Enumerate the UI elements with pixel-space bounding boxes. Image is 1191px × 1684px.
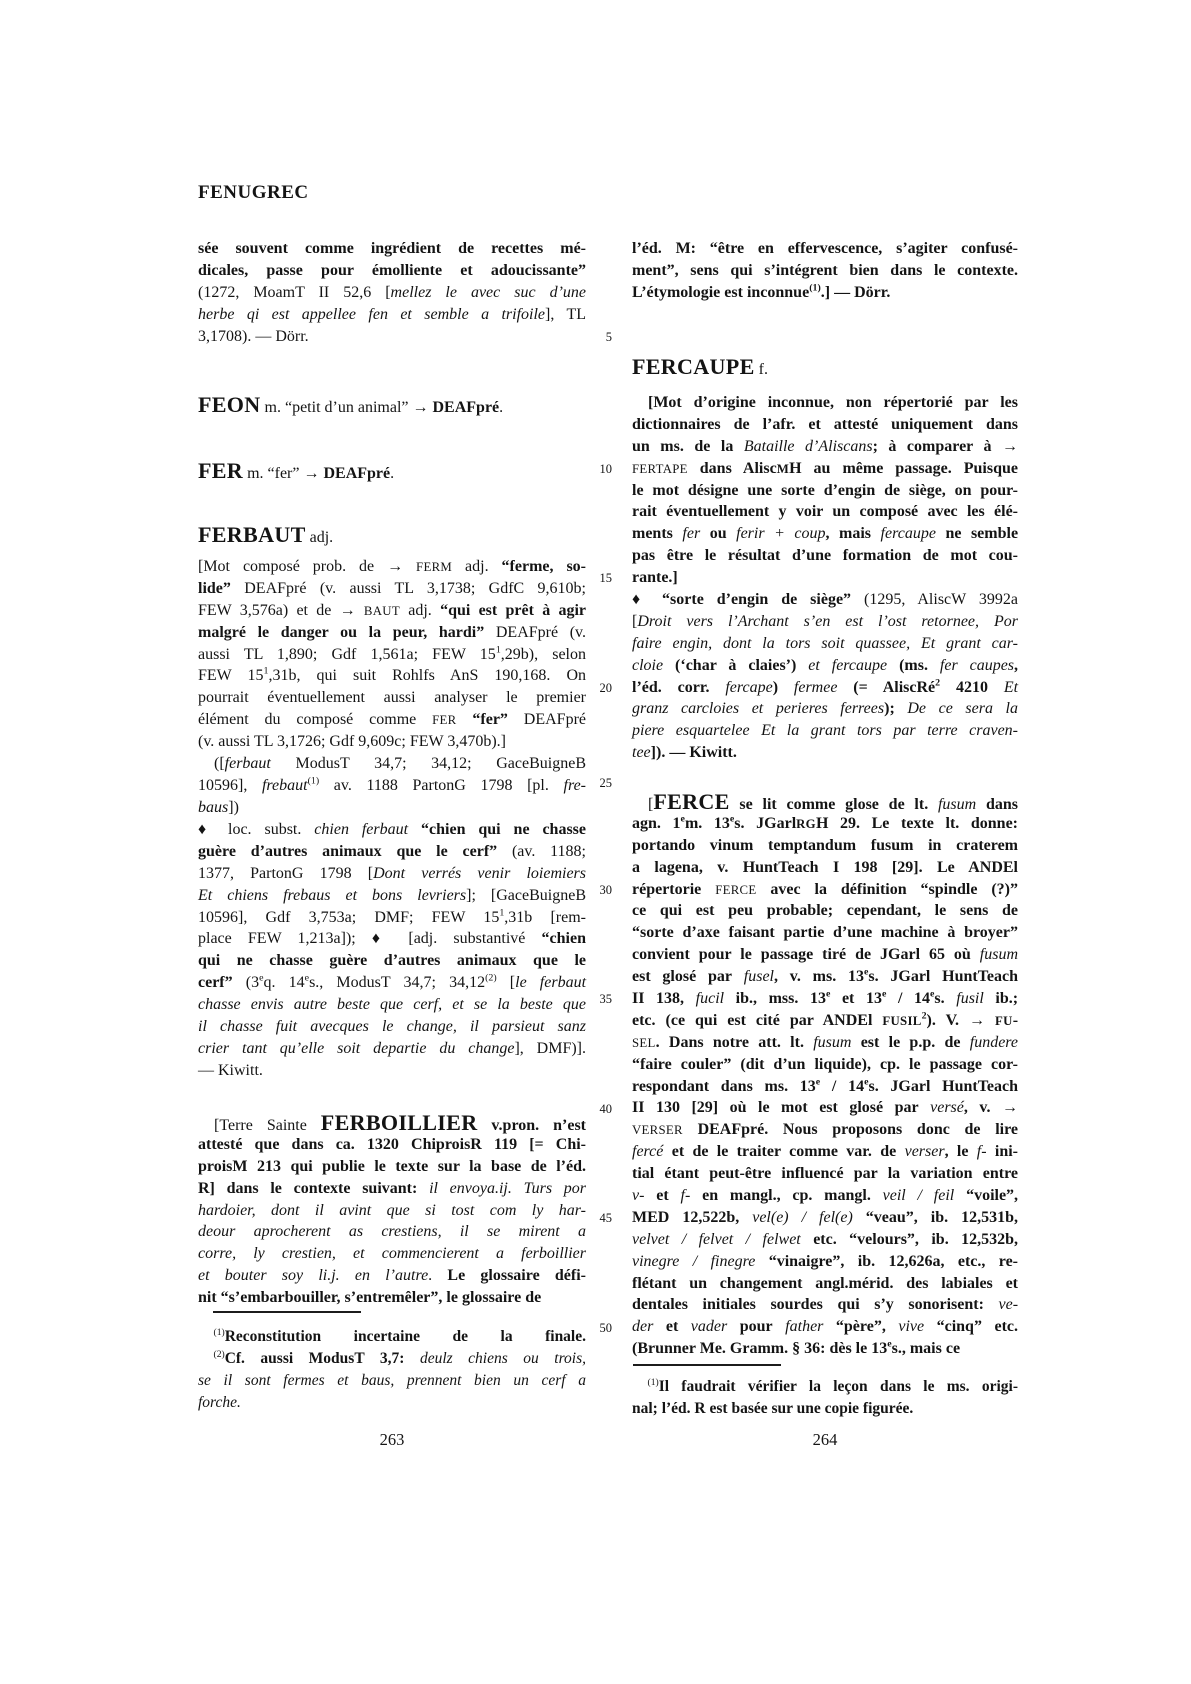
text-line: — Kiwitt. <box>198 1061 263 1079</box>
text-line: deour aprocherent as crestiens, il se mirent a <box>198 1223 586 1241</box>
line-number-35: 35 <box>599 992 612 1006</box>
text-line: [Terre Sainte FERBOILLIER v.pron. n’est <box>198 1110 586 1135</box>
text-line: l’éd. M: “être en effervescence, s’agiter confusé- <box>632 240 1018 257</box>
text-line: qui ne chasse guère d’autres animaux que le <box>198 952 586 970</box>
text-line: R] dans le contexte suivant: il envoya.ij. Turs por <box>198 1179 587 1197</box>
page-number-right: 264 <box>812 1430 838 1449</box>
text-line: $^{(1)}$Il faudrait vérifier la leçon dans le ms. origi- <box>647 1376 1018 1395</box>
text-line: granz carcloies et perieres ferrees); De ce sera la <box>632 700 1018 718</box>
footnotes-right <box>632 1376 1018 1420</box>
text-line: fercé et de le traiter comme var. de verser, le f- ini- <box>632 1143 1019 1161</box>
text-line: 1377, PartonG 1798 [Dont verrés venir loiemiers <box>198 864 586 882</box>
text-line: dicales, passe pour émolliente et adoucissante” <box>198 261 586 279</box>
text-line: 10596], frebaut$^{(1)}$ av. 1188 PartonG 1798 [pl. fre- <box>198 775 587 794</box>
text-line: ([ferbaut ModusT 34,7; 34,12; GaceBuigneB <box>198 755 586 772</box>
text-line: ce qui est peu probable; cependant, le sens de <box>632 902 1018 920</box>
text-line: le mot désigne une sorte d’engin de siège, on pour- <box>632 481 1018 499</box>
text-line: respondant dans ms. 13e / 14es. JGarl HuntTeach <box>632 1076 1019 1095</box>
entry-fer-heading: FER m. “fer” → DEAFpré. <box>198 458 395 483</box>
line-number-40: 40 <box>599 1102 612 1116</box>
text-line: velvet / felvet / felwet etc. “velours”, ib. 12,532b, <box>632 1230 1019 1248</box>
text-line: place FEW 1,213a]); ♦ [adj. substantivé “chien <box>198 930 586 948</box>
line-number-20: 20 <box>599 681 612 695</box>
text-line: sée souvent comme ingrédient de recettes mé- <box>198 240 586 257</box>
entry-ferbaut-forms <box>198 753 586 819</box>
entry-ferbaut-etymology <box>198 556 586 753</box>
text-line: piere esquartelee Et la grant tors par terre craven- <box>632 722 1018 740</box>
entry-ferbaut-heading: FERBAUT adj. <box>198 522 334 547</box>
text-line: cerf” (3eq. 14es., ModusT 34,7; 34,12$^{(2)}$ [le ferbaut <box>198 972 587 992</box>
text-line: VERSER DEAFpré. Nous proposons donc de lire <box>632 1121 1018 1139</box>
text-line: Et chiens frebaus et bons levriers]; [GaceBuigneB <box>198 886 586 904</box>
text-line: un ms. de la Bataille d’Aliscans; à comparer à → <box>632 437 1019 455</box>
text-line: portando vinum temptandum fusum in craterem <box>632 836 1018 854</box>
entry-fercaupe-heading: FERCAUPE f. <box>632 354 768 379</box>
text-line: II 138, fucil ib., mss. 13e et 13e / 14es. fusil ib.; <box>632 988 1019 1008</box>
text-line: SEL. Dans notre att. lt. fusum est le p.p. de fundere <box>632 1033 1019 1051</box>
line-number-15: 15 <box>599 571 612 585</box>
text-line: “faire couler” (dit d’un liquide), cp. le passage cor- <box>632 1055 1018 1073</box>
text-line: lide” DEAFpré (v. aussi TL 3,1738; GdfC 9,610b; <box>198 579 586 597</box>
text-line: hardoier, dont il avint que si tost com ly har- <box>198 1201 586 1219</box>
text-line: dentales initiales sourdes qui s’y sonorisent: ve- <box>632 1296 1019 1314</box>
text-line: der et vader pour father “père”, vive “cinq” etc. <box>632 1318 1018 1336</box>
text-line: [Droit vers l’Archant s’en est l’ost retornee, Por <box>632 612 1018 630</box>
line-number-50: 50 <box>599 1321 612 1335</box>
text-line: $^{(2)}$Cf. aussi ModusT 3,7: deulz chiens ou trois, <box>213 1348 587 1367</box>
entry-fenugrec-continuation <box>198 238 586 347</box>
text-line: tee]). — Kiwitt. <box>632 744 737 762</box>
text-line: MED 12,522b, vel(e) / fel(e) “veau”, ib. 12,531b, <box>632 1208 1019 1226</box>
entry-ferbaut-definition <box>198 819 586 1082</box>
text-line: etc. (ce qui est cité par ANDEl FUSIL$^2$). V. → FU- <box>632 1010 1019 1029</box>
text-line: a lagena, v. HuntTeach I 198 [29]. Le ANDEl <box>632 858 1018 876</box>
text-line: (1272, MoamT II 52,6 [mellez le avec suc d’une <box>198 283 586 301</box>
text-line: l’éd. corr. fercape) fermee (= AliscRé$^2$ 4210 Et <box>632 677 1019 696</box>
text-line: FEW 3,576a) et de → BAUT adj. “qui est prêt à agir <box>198 601 587 619</box>
text-line: guère d’autres animaux que le cerf” (av. 1188; <box>198 842 586 860</box>
text-line: nit “s’embarbouiller, s’entremêler”, le glossaire de <box>198 1289 542 1307</box>
text-line: agn. 1em. 13es. JGarlRGH 29. Le texte lt. donne: <box>632 813 1019 832</box>
text-line: répertorie FERCE avec la définition “spindle (?)” <box>632 880 1019 898</box>
text-line: élément du composé comme FER “fer” DEAFpré <box>198 711 587 729</box>
entry-fercaupe-etymology <box>632 392 1018 589</box>
text-line: proisM 213 qui publie le texte sur la base de l’éd. <box>198 1157 586 1175</box>
text-line: v- et f- en mangl., cp. mangl. veil / feil “voile”, <box>632 1187 1019 1205</box>
entry-ferce <box>632 791 1018 1360</box>
line-number-30: 30 <box>599 883 612 897</box>
text-line: II 130 [29] où le mot est glosé par versé, v. → <box>632 1099 1019 1117</box>
text-line: crier tant qu’elle soit departie du change], DMF)]. <box>198 1039 586 1057</box>
text-line: rait éventuellement y voir un composé avec les élé- <box>632 503 1018 521</box>
entry-ferboillier <box>198 1112 586 1309</box>
text-line: (Brunner Me. Gramm. § 36: dès le 13es., mais ce <box>632 1338 961 1358</box>
running-head-guideword: FENUGREC <box>198 182 309 203</box>
footnote-rule-left <box>213 1311 361 1313</box>
text-line: il chasse fuit avecques le change, il parsieut sanz <box>198 1018 586 1036</box>
text-line: rante.] <box>632 569 678 587</box>
text-line: 10596], Gdf 3,753a; DMF; FEW $15^1,31b$ [rem- <box>198 907 587 926</box>
text-line: faire engin, dont la tors soit quassee, Et grant car- <box>632 634 1018 652</box>
text-line: [FERCE se lit comme glose de lt. fusum dans <box>632 789 1018 814</box>
footnote-rule-right <box>633 1364 781 1366</box>
text-line: ♦ loc. subst. chien ferbaut “chien qui ne chasse <box>198 821 587 838</box>
text-line: pourrait éventuellement aussi analyser le premier <box>198 689 586 707</box>
entry-fercaupe-definition <box>632 589 1018 764</box>
text-line: [Mot composé prob. de → FERM adj. “ferme, so- <box>198 558 586 575</box>
line-number-5: 5 <box>605 330 612 344</box>
text-line: 3,1708). — Dörr. <box>198 327 309 345</box>
text-line: $^{(1)}$Reconstitution incertaine de la finale. <box>213 1326 586 1345</box>
text-line: forche. <box>198 1393 241 1411</box>
text-line: [Mot d’origine inconnue, non répertorié par les <box>648 394 1018 411</box>
text-line: flétant un changement angl.mérid. des labiales et <box>632 1274 1018 1292</box>
text-line: baus]) <box>198 798 239 816</box>
text-line: attesté que dans ca. 1320 ChiproisR 119 [= Chi- <box>198 1135 586 1153</box>
text-line: cloie (‘char à claies’) et fercaupe (ms. fer caupes, <box>632 656 1019 674</box>
text-line: et bouter soy li.j. en l’autre. Le glossaire défi- <box>198 1267 586 1285</box>
text-line: nal; l’éd. R est basée sur une copie figurée. <box>632 1399 914 1417</box>
text-line: corre, ly crestien, et commencierent a ferboillier <box>198 1245 586 1263</box>
text-line: malgré le danger ou la peur, hardi” DEAFpré (v. <box>198 623 587 641</box>
text-line: pas être le résultat d’une formation de mot cou- <box>632 547 1018 565</box>
text-line: L’étymologie est inconnue$^{(1)}$.] — Dörr. <box>632 282 891 301</box>
text-line: (v. aussi TL 3,1726; Gdf 9,609c; FEW 3,470b).] <box>198 733 506 751</box>
text-line: aussi TL 1,890; Gdf 1,561a; FEW $15^1,29b$), selon <box>198 644 586 663</box>
text-line: ments fer ou ferir + coup, mais fercaupe ne semble <box>632 525 1019 543</box>
text-line: ment”, sens qui s’intégrent bien dans le contexte. <box>632 261 1018 279</box>
text-line: se il sont fermes et baus, prennent bien un cerf a <box>198 1371 586 1389</box>
text-line: dictionnaires de l’afr. et attesté uniquement dans <box>632 415 1018 433</box>
text-line: tial étant peut-être influencé par la variation entre <box>632 1165 1018 1183</box>
text-line: FERTAPE dans AliscMH au même passage. Puisque <box>632 459 1018 477</box>
text-line: chasse envis autre beste que cerf, et se la beste que <box>198 996 586 1014</box>
entry-feon-heading: FEON m. “petit d’un animal” → DEAFpré. <box>198 392 504 417</box>
text-line: ♦ “sorte d’engin de siège” (1295, AliscW 3992a <box>632 591 1019 608</box>
page-number-left: 263 <box>379 1430 405 1449</box>
text-line: vinegre / finegre “vinaigre”, ib. 12,626a, etc., re- <box>632 1252 1018 1270</box>
text-line: est glosé par fusel, v. ms. 13es. JGarl HuntTeach <box>632 966 1019 986</box>
footnotes-left <box>198 1326 586 1414</box>
line-number-45: 45 <box>599 1211 612 1225</box>
text-line: convient pour le passage tiré de JGarl 65 où fusum <box>632 946 1019 964</box>
text-line: herbe qi est appellee fen et semble a trifoile], TL <box>198 305 587 323</box>
text-line: “sorte d’axe faisant partie d’une machine à broyer” <box>632 924 1018 942</box>
entry-ferboillier-continuation <box>632 238 1018 304</box>
line-number-25: 25 <box>599 776 612 790</box>
text-line: FEW $15^1,31b$, qui suit Rohlfs AnS 190,168. On <box>198 666 587 685</box>
line-number-10: 10 <box>599 462 612 476</box>
